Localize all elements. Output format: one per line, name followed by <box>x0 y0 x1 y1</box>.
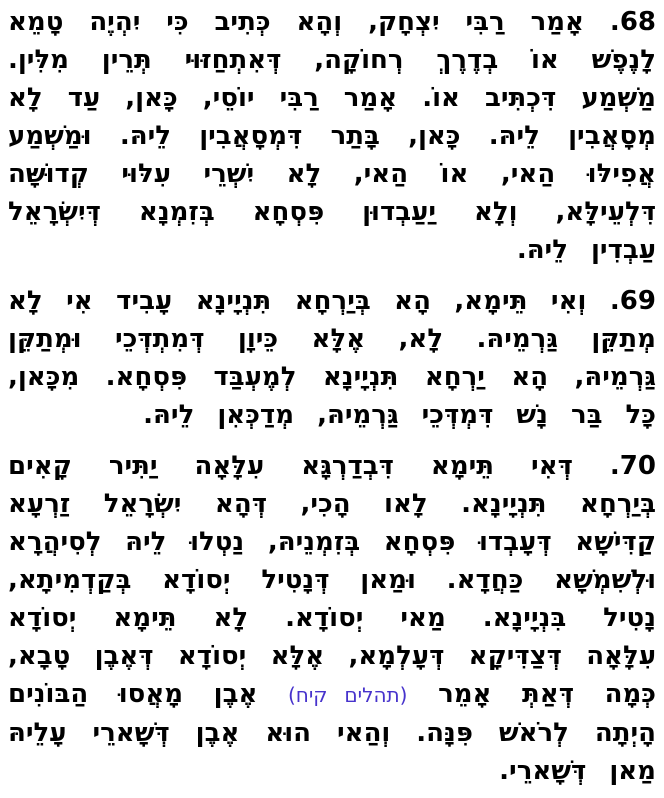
paragraph-68 <box>8 3 656 269</box>
paragraph-69 <box>8 282 656 434</box>
paragraph-70-text-after-citation: אֶבֶן מָאֲסוּ הַבּוֹנִים הָיְתָה לְרֹאשׁ פִּנָּה. וְהַאי הוּא אֶבֶן דְּשָׁארֵי עָלֵיהּ מַאן דְּשָׁארֵי. <box>8 679 656 786</box>
paragraph-69-number: 69. <box>609 286 656 316</box>
paragraph-69-text: וְאִי תֵּימָא, הָא בְּיַרְחָא תִּנְיָינָא עָבִיד אִי לָא מְתַקֵּן גַּרְמֵיהּ. לָא, אֶלָּא כֵּיוָן דְּמִתְדְּכֵי וּמְתַקֵּן גַּרְמֵיהּ, הָא יַרְחָא תִּנְיָינָא לְמֶעְבַּד פִּסְחָא. מִכָּאן, כָּל בַּר נָשׁ דִּמְדְּכֵי גַּרְמֵיהּ, מְדַכְּאִן לֵיהּ. <box>8 286 656 430</box>
paragraph-68-number: 68. <box>609 7 656 37</box>
paragraph-70-text-before-citation: דְּאִי תֵּימָא דִּבְדַרְגָּא עִלָּאָה יַתִּיר קָאִים בְּיַרְחָא תִּנְיָינָא. לָאו הָכִי, דְּהָא יִשְׂרָאֵל זַרְעָא קַדִּישָׁא דְּעָבְדוּ פִּסְחָא בְּזִמְנֵיהּ, נַטְלוּ לֵיהּ לְסִיהֲרָא וּלְשִׁמְשָׁא כַּחֲדָא. וּמַאן דְּנָטִיל יְסוֹדָא בְּקַדְמִיתָא, נָטִיל בִּנְיָינָא. מַאי יְסוֹדָא. לָא תֵּימָא יְסוֹדָא עִלָּאָה דְּצַדִּיקָא דְּעָלְמָא, אֶלָּא יְסוֹדָא דְּאֶבֶן טָבָא, כְּמָה דְּאַתְּ אָמֵר <box>8 451 656 709</box>
paragraph-70 <box>8 447 656 790</box>
paragraph-68-text: אָמַר רַבִּי יִצְחָק, וְהָא כְּתִיב כִּי יִהְיֶה טָמֵא לָנֶפֶשׁ אוֹ בְדֶרֶךְ רְחוֹקָה, דְּאִתְחַזּוּי תְּרֵין מִלִּין. מַשְׁמַע דִּכְתִּיב אוֹ. אָמַר רַבִּי יוֹסֵי, כָּאן, עַד לָא מְסָאֲבִין לֵיהּ. כָּאן, בָּתַר דִּמְסָאֲבִין לֵיהּ. וּמַשְׁמַע אֲפִילּוּ הַאי, אוֹ הַאי, לָא יִשְׁרֵי עִלּוּי קְדוּשָּׁה דִּלְעֵילָּא, וְלָא יַעַבְדוּן פִּסְחָא בְּזִמְנָא דְּיִשְׂרָאֵל עַבְדִין לֵיהּ. <box>8 7 656 265</box>
paragraph-70-number: 70. <box>609 451 656 481</box>
psalms-118-citation-link[interactable]: (תהלים קיח) <box>287 683 408 707</box>
